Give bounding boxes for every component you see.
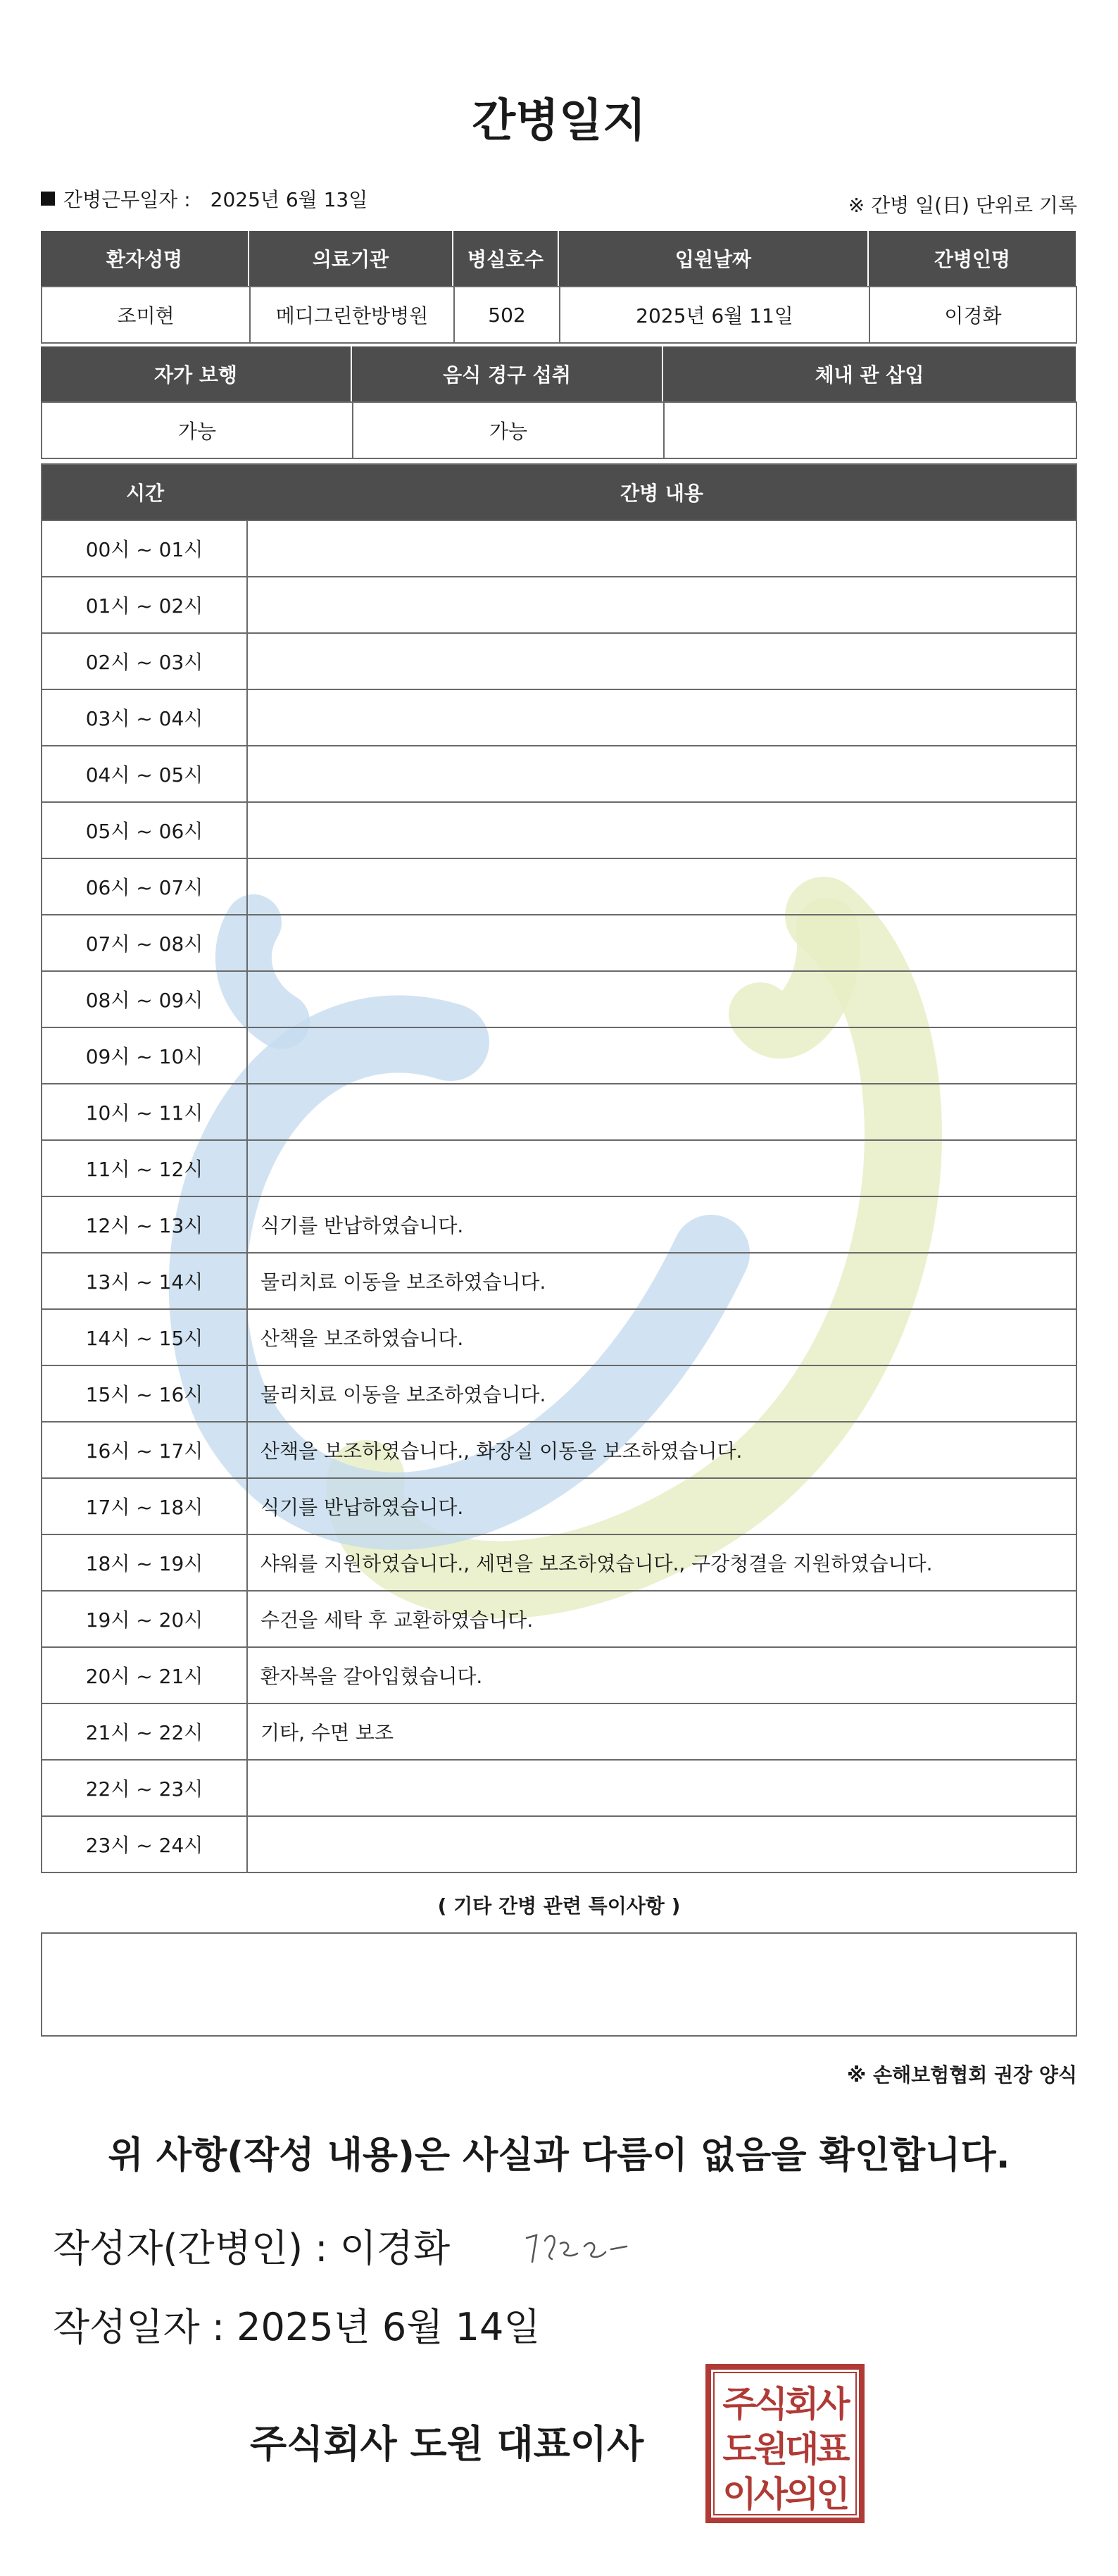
table-row	[42, 745, 1076, 801]
table-row	[42, 632, 1076, 689]
time-slot: 12시 ~ 13시	[42, 1197, 248, 1252]
header-time: 시간	[125, 482, 165, 505]
svg-text:주식회사: 주식회사	[722, 2384, 848, 2425]
time-slot: 11시 ~ 12시	[42, 1141, 248, 1196]
time-slot: 01시 ~ 02시	[42, 577, 248, 632]
room-number: 502	[453, 286, 560, 344]
time-slot: 16시 ~ 17시	[42, 1423, 248, 1477]
hospital-name: 메디그린한방병원	[249, 286, 455, 344]
care-content	[248, 859, 1076, 914]
time-slot: 15시 ~ 16시	[42, 1366, 248, 1421]
handwritten-signature	[521, 2225, 634, 2275]
table-row	[42, 1815, 1076, 1872]
patient-name: 조미현	[41, 286, 251, 344]
table-row	[42, 1139, 1076, 1196]
admission-date: 2025년 6월 11일	[559, 286, 870, 344]
table-row	[42, 1196, 1076, 1252]
form-source-note: ※ 손해보험협회 권장 양식	[847, 2063, 1077, 2087]
header-tube-insertion: 체내 관 삽입	[663, 346, 1077, 401]
care-content: 수건을 세탁 후 교환하였습니다.	[260, 1608, 534, 1632]
care-content	[248, 972, 1076, 1027]
table-row	[42, 1477, 1076, 1534]
time-slot: 10시 ~ 11시	[42, 1084, 248, 1139]
care-content: 산책을 보조하였습니다.	[260, 1327, 464, 1350]
page-title: 간병일지	[472, 95, 646, 147]
tube-insertion-value	[663, 401, 1077, 459]
care-content: 샤워를 지원하였습니다., 세면을 보조하였습니다., 구강청결을 지원하였습니다.	[260, 1552, 933, 1575]
table-row	[42, 1083, 1076, 1139]
care-log-header	[42, 465, 1076, 520]
table-row	[42, 1646, 1076, 1703]
oral-intake-value: 가능	[352, 401, 665, 459]
time-slot: 03시 ~ 04시	[42, 690, 248, 745]
header-admission-date: 입원날짜	[559, 231, 869, 286]
notes-box	[41, 1932, 1077, 2037]
care-log-rows	[42, 520, 1076, 1872]
work-date-label: 간병근무일자 :	[63, 188, 191, 211]
care-content	[248, 1141, 1076, 1196]
time-slot: 04시 ~ 05시	[42, 746, 248, 801]
header-care-content: 간병 내용	[620, 482, 703, 505]
care-content: 기타, 수면 보조	[260, 1721, 394, 1744]
header-hospital: 의료기관	[249, 231, 453, 286]
time-slot: 14시 ~ 15시	[42, 1310, 248, 1365]
time-slot: 23시 ~ 24시	[42, 1817, 248, 1872]
write-date-line: 작성일자 : 2025년 6월 14일	[53, 2305, 541, 2349]
care-content	[248, 634, 1076, 689]
care-content	[248, 1761, 1076, 1815]
time-slot: 19시 ~ 20시	[42, 1592, 248, 1646]
time-slot: 17시 ~ 18시	[42, 1479, 248, 1534]
time-slot: 22시 ~ 23시	[42, 1761, 248, 1815]
table-row	[42, 1759, 1076, 1815]
care-content: 물리치료 이동을 보조하였습니다.	[260, 1270, 546, 1294]
care-content: 산책을 보조하였습니다., 화장실 이동을 보조하였습니다.	[260, 1439, 743, 1463]
table-row	[42, 689, 1076, 745]
header-self-walking: 자가 보행	[41, 346, 352, 401]
square-bullet-icon	[41, 192, 55, 206]
time-slot: 13시 ~ 14시	[42, 1253, 248, 1308]
company-representative: 주식회사 도원 대표이사	[250, 2422, 644, 2466]
care-content: 물리치료 이동을 보조하였습니다.	[260, 1383, 546, 1406]
work-date-row	[41, 185, 368, 213]
care-content	[248, 803, 1076, 858]
time-slot: 07시 ~ 08시	[42, 915, 248, 970]
header-caregiver-name: 간병인명	[869, 231, 1077, 286]
table-row	[42, 970, 1076, 1027]
care-content	[248, 746, 1076, 801]
care-content	[248, 1084, 1076, 1139]
work-date-value: 2025년 6월 13일	[210, 188, 368, 211]
patient-status-table	[41, 346, 1077, 459]
writer-line: 작성자(간병인) : 이경화	[53, 2226, 451, 2270]
svg-text:도원대표: 도원대표	[722, 2429, 848, 2470]
table-row	[42, 1590, 1076, 1646]
table-row	[42, 1534, 1076, 1590]
header-room-number: 병실호수	[453, 231, 559, 286]
table-row	[42, 1703, 1076, 1759]
care-content: 식기를 반납하였습니다.	[260, 1214, 464, 1237]
table-row	[42, 1421, 1076, 1477]
record-note: ※ 간병 일(日) 단위로 기록	[848, 194, 1077, 217]
table-row	[42, 858, 1076, 914]
confirmation-statement: 위 사항(작성 내용)은 사실과 다름이 없음을 확인합니다.	[108, 2134, 1010, 2177]
time-slot: 06시 ~ 07시	[42, 859, 248, 914]
time-slot: 05시 ~ 06시	[42, 803, 248, 858]
notes-title: ( 기타 간병 관련 특이사항 )	[437, 1894, 681, 1918]
time-slot: 00시 ~ 01시	[42, 521, 248, 576]
table-row	[42, 1027, 1076, 1083]
care-content	[248, 577, 1076, 632]
care-content	[248, 521, 1076, 576]
time-slot: 18시 ~ 19시	[42, 1535, 248, 1590]
table-row	[42, 1308, 1076, 1365]
table-row	[42, 576, 1076, 632]
patient-info-table	[41, 231, 1077, 344]
care-content	[248, 1817, 1076, 1872]
svg-text:이사의인: 이사의인	[722, 2474, 848, 2515]
care-content	[248, 690, 1076, 745]
table-row	[42, 801, 1076, 858]
care-content	[248, 915, 1076, 970]
company-seal	[704, 2363, 866, 2525]
self-walking-value: 가능	[41, 401, 353, 459]
time-slot: 09시 ~ 10시	[42, 1028, 248, 1083]
time-slot: 20시 ~ 21시	[42, 1648, 248, 1703]
table-row	[42, 914, 1076, 970]
header-patient-name: 환자성명	[41, 231, 249, 286]
care-content	[248, 1028, 1076, 1083]
time-slot: 08시 ~ 09시	[42, 972, 248, 1027]
caregiver-name: 이경화	[869, 286, 1077, 344]
table-row	[42, 1365, 1076, 1421]
care-content: 환자복을 갈아입혔습니다.	[260, 1665, 483, 1688]
care-content: 식기를 반납하였습니다.	[260, 1496, 464, 1519]
table-row	[42, 520, 1076, 576]
care-log-table	[41, 463, 1077, 1873]
time-slot: 21시 ~ 22시	[42, 1704, 248, 1759]
table-row	[42, 1252, 1076, 1308]
time-slot: 02시 ~ 03시	[42, 634, 248, 689]
header-oral-intake: 음식 경구 섭취	[352, 346, 663, 401]
